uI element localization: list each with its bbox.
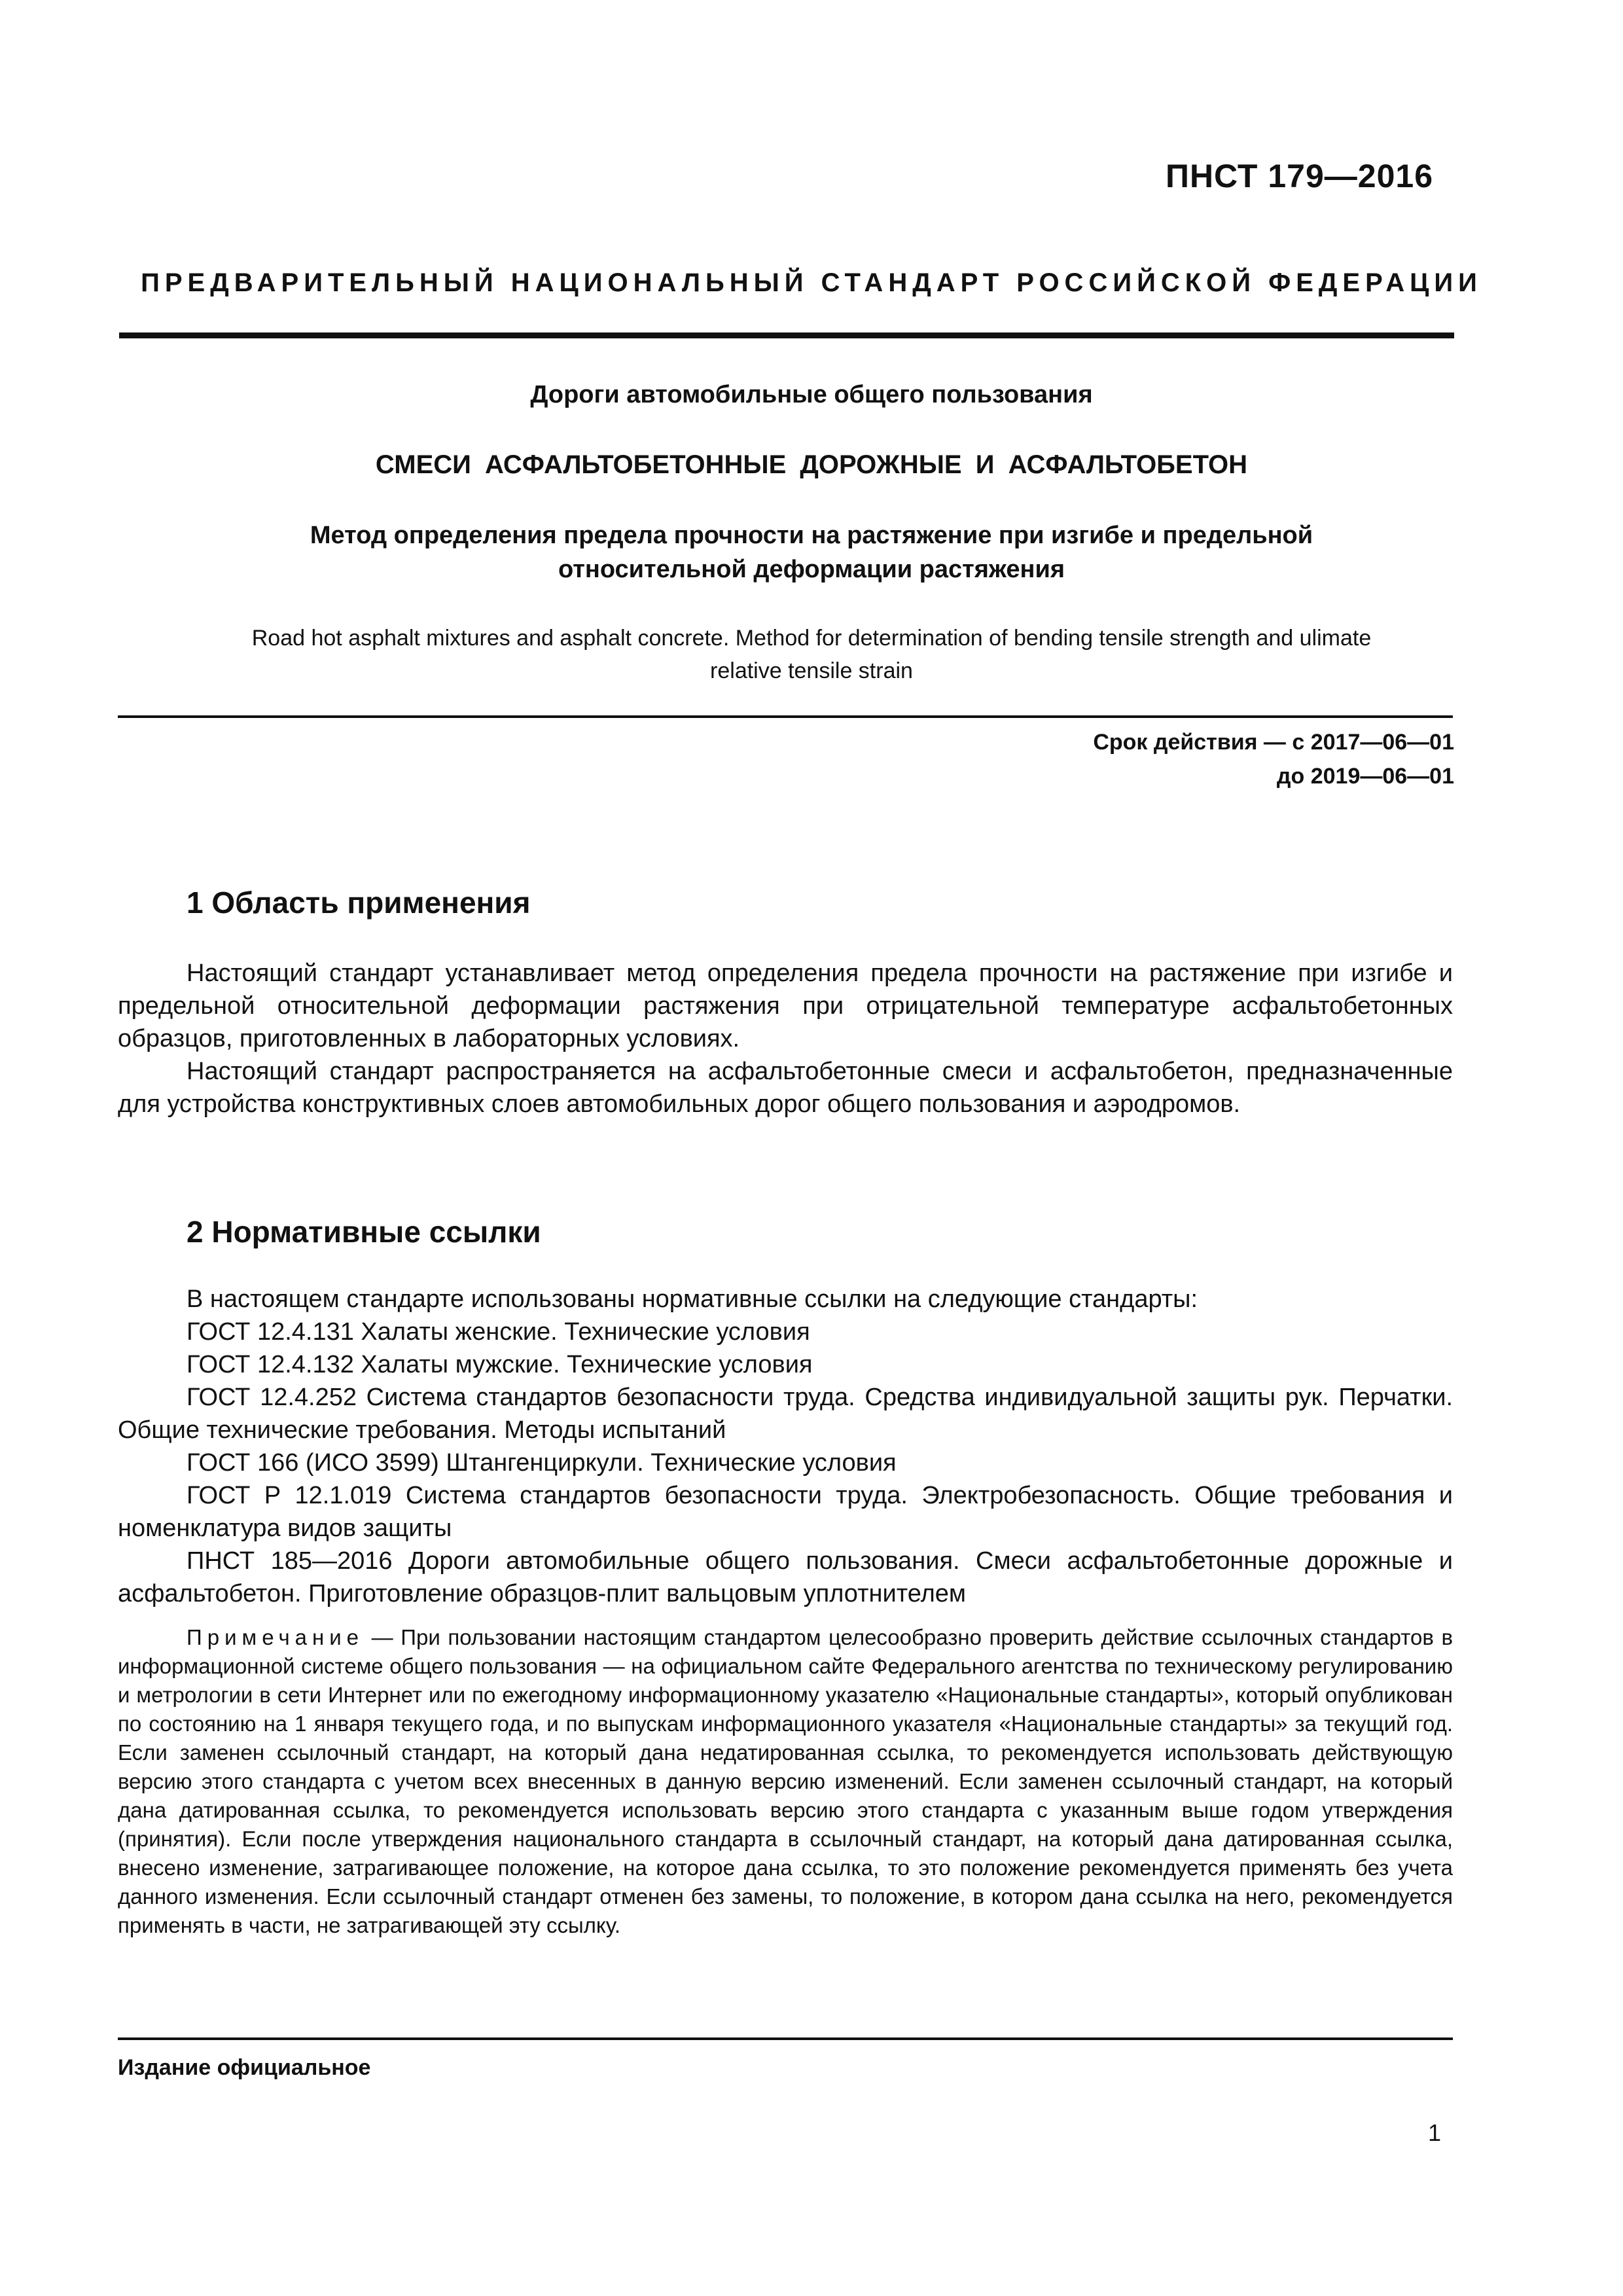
reference-item: ГОСТ 166 (ИСО 3599) Штангенциркули. Технические условия bbox=[187, 1449, 897, 1477]
title-divider bbox=[118, 715, 1453, 718]
header-divider bbox=[119, 332, 1454, 338]
section-2-intro: В настоящем стандарте использованы нормативные ссылки на следующие стандарты: bbox=[187, 1285, 1198, 1313]
note-text: — При пользовании настоящим стандартом целесообразно проверить действие ссылочных стандартов в информационной системе общего пользования — на официальном сайте Федерального агентства по техническому регулированию и метрологии в сети Интернет или по ежегодному информационному указателю «Национальные стандарты», который опубликован по состоянию на 1 января текущего года, и по выпускам информационного указателя «Национальные стандарты» за текущий год. Если заменен ссылочный стандарт, на который дана недатированная ссылка, то рекомендуется использовать действующую версию этого стандарта с учетом всех внесенных в данную версию изменений. Если заменен ссылочный стандарт, на который дана датированная ссылка, то рекомендуется использовать версию этого стандарта с указанным выше годом утверждения (принятия). Если после утверждения национального стандарта в ссылочный стандарт, на который дана датированная ссылка, внесено изменение, затрагивающее положение, на которое дана ссылка, то это положение рекомендуется применять без учета данного изменения. Если ссылочный стандарт отменен без замены, то положение, в котором дана ссылка на него, рекомендуется применять в части, не затрагивающей эту ссылку. bbox=[118, 1625, 1453, 1937]
reference-item: ПНСТ 185—2016 Дороги автомобильные общего пользования. Смеси асфальтобетонные дорожные и асфальтобетон. Приготовление образцов-плит вальцовым уплотнителем bbox=[118, 1547, 1453, 1607]
reference-item: ГОСТ 12.4.131 Халаты женские. Технические условия bbox=[187, 1318, 810, 1346]
section-1-heading: 1 Область применения bbox=[187, 886, 531, 920]
validity-line-2: до 2019—06—01 bbox=[1276, 764, 1454, 789]
reference-note bbox=[118, 1623, 1453, 1940]
english-title-b: relative tensile strain bbox=[710, 658, 913, 683]
section-2-body bbox=[118, 1283, 1453, 1610]
note-label: Примечание bbox=[187, 1625, 365, 1649]
title-line-3a: Метод определения предела прочности на растяжение при изгибе и предельной bbox=[310, 522, 1313, 549]
reference-item: ГОСТ 12.4.132 Халаты мужские. Технические условия bbox=[187, 1351, 813, 1378]
footer-divider bbox=[118, 2037, 1453, 2040]
document-code: ПНСТ 179—2016 bbox=[1166, 158, 1433, 194]
section-1-body bbox=[118, 957, 1453, 1121]
title-line-2: СМЕСИ АСФАЛЬТОБЕТОННЫЕ ДОРОЖНЫЕ И АСФАЛЬТОБЕТОН bbox=[375, 450, 1248, 479]
reference-item: ГОСТ 12.4.252 Система стандартов безопасности труда. Средства индивидуальной защиты рук. Перчатки. Общие технические требования. Методы испытаний bbox=[118, 1384, 1453, 1444]
title-line-3 bbox=[0, 518, 1623, 586]
title-line-3b: относительной деформации растяжения bbox=[558, 556, 1065, 583]
edition-label: Издание официальное bbox=[118, 2055, 371, 2080]
section-2-heading: 2 Нормативные ссылки bbox=[187, 1215, 541, 1249]
page-number: 1 bbox=[1427, 2119, 1441, 2146]
validity-period bbox=[1093, 725, 1454, 793]
standard-type-heading: ПРЕДВАРИТЕЛЬНЫЙ НАЦИОНАЛЬНЫЙ СТАНДАРТ РОССИЙСКОЙ ФЕДЕРАЦИИ bbox=[141, 268, 1482, 297]
reference-item: ГОСТ Р 12.1.019 Система стандартов безопасности труда. Электробезопасность. Общие требования и номенклатура видов защиты bbox=[118, 1482, 1453, 1542]
section-1-paragraph-2: Настоящий стандарт распространяется на асфальтобетонные смеси и асфальтобетон, предназначенные для устройства конструктивных слоев автомобильных дорог общего пользования и аэродромов. bbox=[118, 1058, 1453, 1118]
english-title bbox=[0, 622, 1623, 687]
english-title-a: Road hot asphalt mixtures and asphalt concrete. Method for determination of bending tensile strength and ulimate bbox=[251, 626, 1372, 651]
title-line-1: Дороги автомобильные общего пользования bbox=[530, 381, 1093, 408]
section-1-paragraph-1: Настоящий стандарт устанавливает метод определения предела прочности на растяжение при изгибе и предельной относительной деформации растяжения при отрицательной температуре асфальтобетонных образцов, приготовленных в лабораторных условиях. bbox=[118, 960, 1453, 1052]
validity-line-1: Срок действия — с 2017—06—01 bbox=[1093, 730, 1454, 755]
